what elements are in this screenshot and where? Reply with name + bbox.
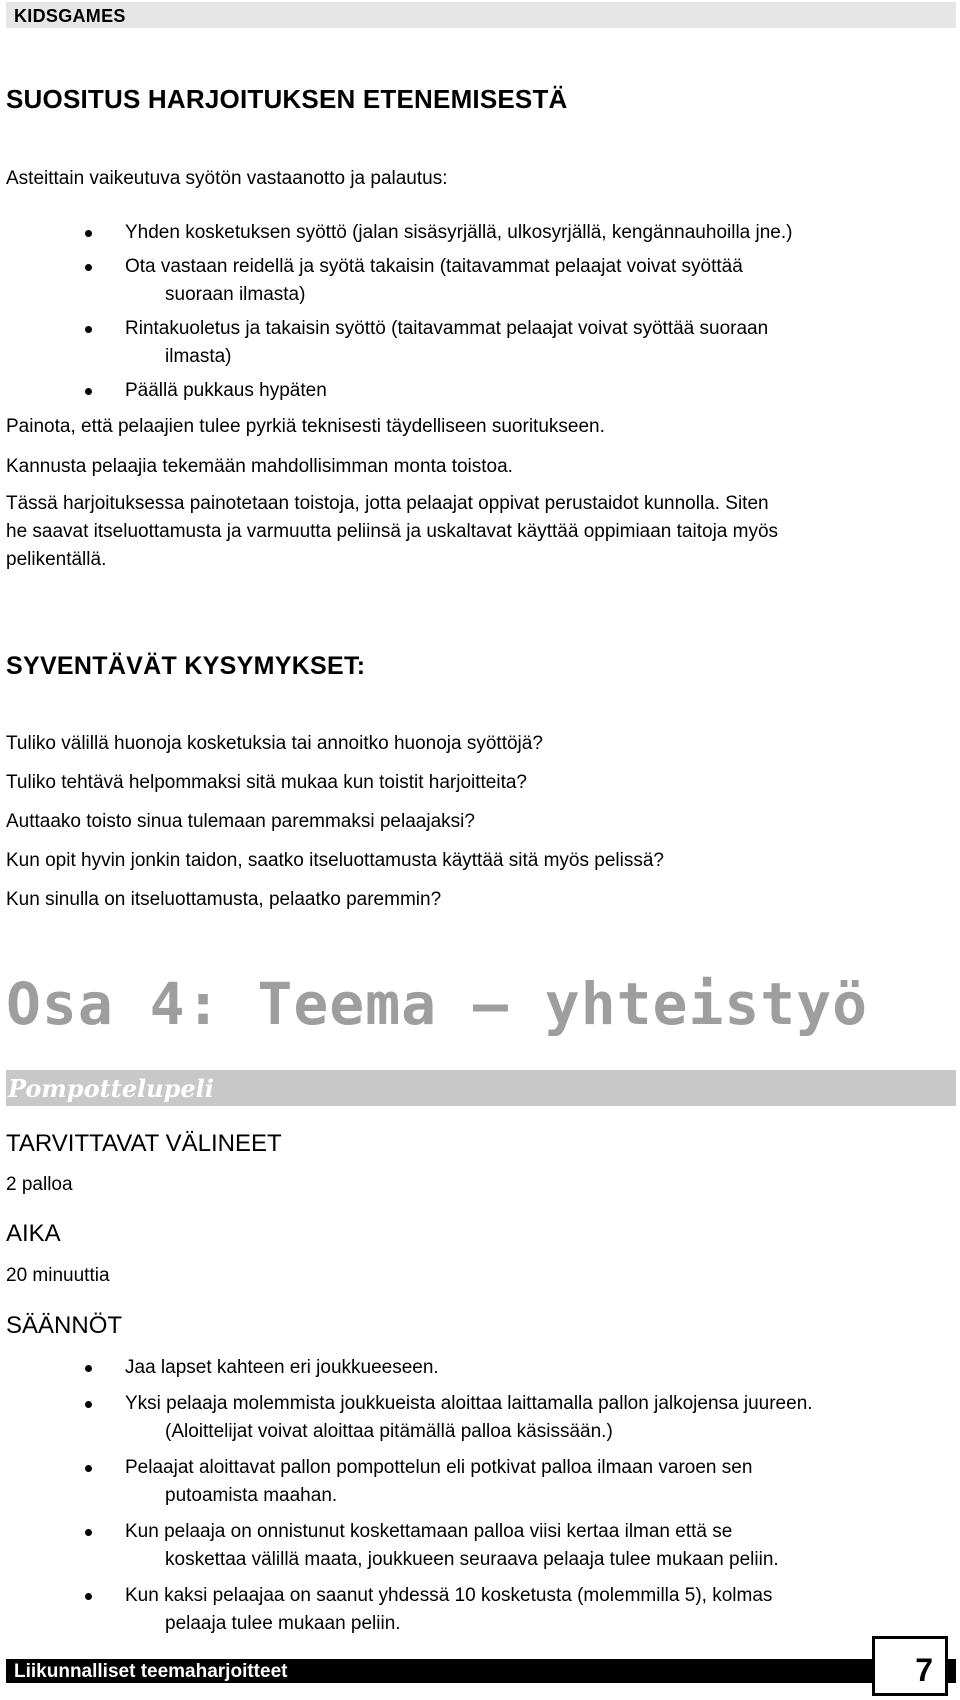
bullet-dot-icon xyxy=(85,1593,92,1600)
paragraph-line: Tässä harjoituksessa painotetaan toistoja, jotta pelaajat oppivat perustaidot kunnolla. Siten xyxy=(6,493,769,514)
recommendation-paragraph: Painota, että pelaajien tulee pyrkiä teknisesti täydelliseen suoritukseen. xyxy=(6,416,605,437)
bullet-dot-icon xyxy=(85,1365,92,1372)
rule-item xyxy=(0,1582,813,1638)
question-item: Kun opit hyvin jonkin taidon, saatko itseluottamusta käyttää sitä myös pelissä? xyxy=(6,850,664,871)
rule-item xyxy=(0,1354,813,1382)
part-title: Osa 4: Teema – yhteistyö xyxy=(6,970,869,1038)
bullet-dot-icon xyxy=(85,326,92,333)
rule-text-continued: pelaaja tulee mukaan peliin. xyxy=(165,1613,401,1634)
header-label: KIDSGAMES xyxy=(14,6,126,26)
bullet-item xyxy=(0,315,792,371)
bullet-text: Rintakuoletus ja takaisin syöttö (taitavammat pelaajat voivat syöttää suoraan xyxy=(125,318,769,339)
rule-item xyxy=(0,1518,813,1574)
question-item: Tuliko tehtävä helpommaksi sitä mukaa kun toistit harjoitteita? xyxy=(6,772,527,793)
bullet-text-continued: suoraan ilmasta) xyxy=(165,284,306,305)
bullet-dot-icon xyxy=(85,388,92,395)
rule-text: Kun pelaaja on onnistunut koskettamaan palloa viisi kertaa ilman että se xyxy=(125,1521,733,1542)
rule-text: Yksi pelaaja molemmista joukkueista aloittaa laittamalla pallon jalkojensa juureen. xyxy=(125,1393,813,1414)
bullet-item xyxy=(0,219,792,247)
bullet-text: Yhden kosketuksen syöttö (jalan sisäsyrjällä, ulkosyrjällä, kengännauhoilla jne.) xyxy=(125,222,793,243)
bullet-item xyxy=(0,253,792,309)
question-item: Tuliko välillä huonoja kosketuksia tai annoitko huonoja syöttöjä? xyxy=(6,733,543,754)
rule-item xyxy=(0,1454,813,1510)
recommendation-paragraph: Kannusta pelaajia tekemään mahdollisimman monta toistoa. xyxy=(6,456,513,477)
bullet-item xyxy=(0,377,792,405)
rule-text: Pelaajat aloittavat pallon pompottelun eli potkivat palloa ilmaan varoen sen xyxy=(125,1457,753,1478)
time-value: 20 minuuttia xyxy=(6,1265,110,1286)
rules-list xyxy=(0,1354,813,1638)
bullet-dot-icon xyxy=(85,264,92,271)
bullet-text: Ota vastaan reidellä ja syötä takaisin (taitavammat pelaajat voivat syöttää xyxy=(125,256,743,277)
rule-item xyxy=(0,1390,813,1446)
footer-bar-end xyxy=(948,1659,956,1683)
bullet-dot-icon xyxy=(85,230,92,237)
bullet-dot-icon xyxy=(85,1401,92,1408)
question-item: Auttaako toisto sinua tulemaan paremmaksi pelaajaksi? xyxy=(6,811,475,832)
paragraph-line: he saavat itseluottamusta ja varmuutta peliinsä ja uskaltavat käyttää oppimiaan taitoja myös xyxy=(6,521,779,542)
equipment-value: 2 palloa xyxy=(6,1174,73,1195)
paragraph-line: pelikentällä. xyxy=(6,549,107,570)
questions-title: SYVENTÄVÄT KYSYMYKSET: xyxy=(6,652,366,680)
time-title: AIKA xyxy=(6,1220,61,1247)
rule-text-continued: putoamista maahan. xyxy=(165,1485,338,1506)
bullet-text: Päällä pukkaus hypäten xyxy=(125,380,327,401)
rule-text-continued: koskettaa välillä maata, joukkueen seuraava pelaaja tulee mukaan peliin. xyxy=(165,1549,779,1570)
bullet-text-continued: ilmasta) xyxy=(165,346,232,367)
recommendation-paragraph xyxy=(6,490,778,574)
page-number-box xyxy=(872,1636,948,1696)
rules-title: SÄÄNNÖT xyxy=(6,1312,123,1339)
page-number: 7 xyxy=(915,1652,933,1688)
bullet-dot-icon xyxy=(85,1465,92,1472)
header-bar xyxy=(6,2,956,28)
question-item: Kun sinulla on itseluottamusta, pelaatko paremmin? xyxy=(6,889,442,910)
rule-text: Jaa lapset kahteen eri joukkueeseen. xyxy=(125,1357,439,1378)
footer-bar xyxy=(6,1659,874,1683)
rule-text-continued: (Aloittelijat voivat aloittaa pitämällä palloa käsissään.) xyxy=(165,1421,613,1442)
rule-text: Kun kaksi pelaajaa on saanut yhdessä 10 kosketusta (molemmilla 5), kolmas xyxy=(125,1585,773,1606)
recommendation-intro: Asteittain vaikeutuva syötön vastaanotto ja palautus: xyxy=(6,168,448,189)
game-name: Pompottelupeli xyxy=(8,1074,214,1103)
game-name-bar xyxy=(6,1070,956,1106)
recommendation-bullet-list xyxy=(0,219,792,405)
equipment-title: TARVITTAVAT VÄLINEET xyxy=(6,1130,282,1157)
bullet-dot-icon xyxy=(85,1529,92,1536)
recommendation-title: SUOSITUS HARJOITUKSEN ETENEMISESTÄ xyxy=(6,84,568,114)
footer-label: Liikunnalliset teemaharjoitteet xyxy=(14,1661,288,1682)
